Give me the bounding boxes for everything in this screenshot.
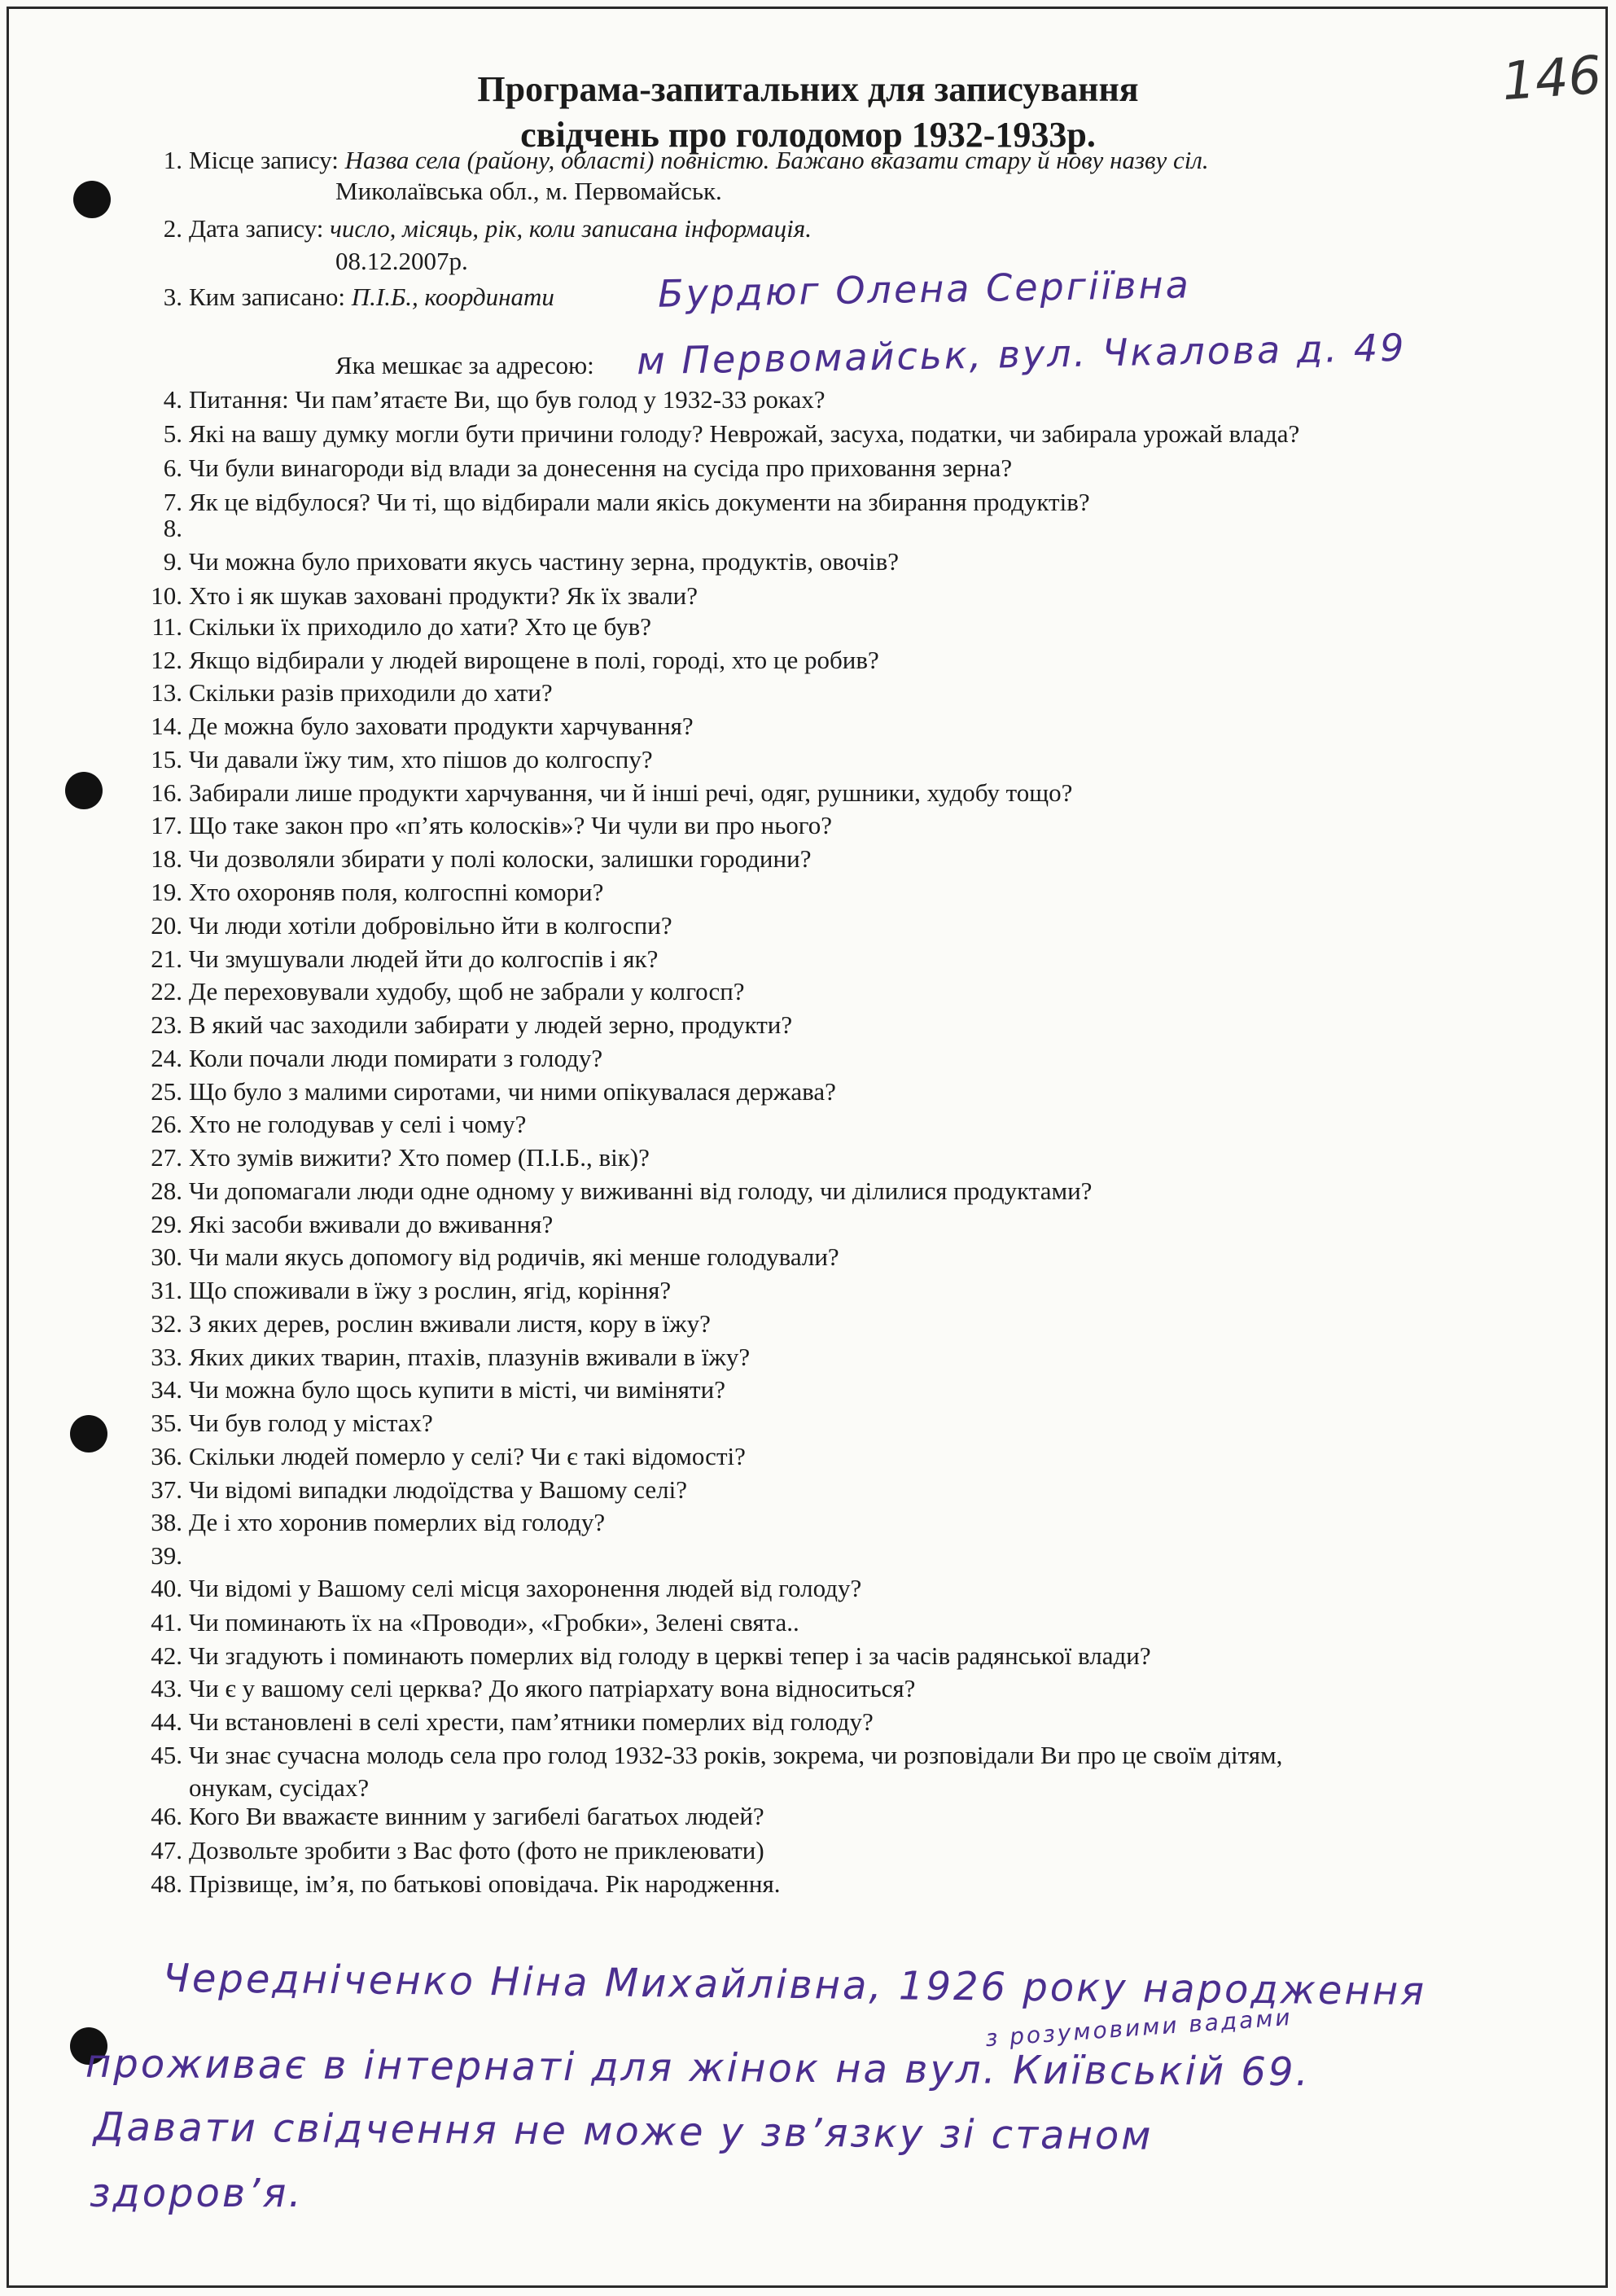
question-number: 45. bbox=[151, 1741, 182, 1769]
question-text: Чи давали їжу тим, хто пішов до колгоспу? bbox=[189, 745, 653, 773]
question-text: Дозвольте зробити з Вас фото (фото не приклеювати) bbox=[189, 1836, 764, 1864]
question-number: 17. bbox=[151, 811, 182, 839]
punch-hole bbox=[70, 1415, 107, 1453]
question-text: Чи мали якусь допомогу від родичів, які менше голодували? bbox=[189, 1242, 839, 1271]
question-text: Хто не голодував у селі і чому? bbox=[189, 1110, 527, 1138]
question-label: Ким записано: bbox=[189, 283, 346, 311]
question-number: 8. bbox=[163, 514, 182, 542]
question-text: Кого Ви вважаєте винним у загибелі багатьох людей? bbox=[189, 1802, 764, 1830]
question-text: Яких диких тварин, птахів, плазунів вживали в їжу? bbox=[189, 1343, 751, 1371]
title-line-1: Програма-запитальних для записування bbox=[477, 69, 1139, 109]
question-number: 31. bbox=[151, 1276, 182, 1304]
address-label: Яка мешкає за адресою: bbox=[335, 351, 594, 379]
answer-date: 08.12.2007р. bbox=[335, 247, 468, 275]
question-text: З яких дерев, рослин вживали листя, кору в їжу? bbox=[189, 1309, 711, 1338]
question-text: Чи люди хотіли добровільно йти в колгоспи? bbox=[189, 911, 672, 940]
question-number: 25. bbox=[151, 1077, 182, 1106]
question-label: Місце запису: bbox=[189, 146, 339, 174]
question-number: 12. bbox=[151, 646, 182, 674]
punch-hole bbox=[65, 772, 103, 809]
question-number: 4. bbox=[163, 385, 182, 414]
question-number: 21. bbox=[151, 944, 182, 973]
question-number: 42. bbox=[151, 1641, 182, 1670]
question-text: Хто охороняв поля, колгоспні комори? bbox=[189, 878, 604, 906]
question-text: Де можна було заховати продукти харчування? bbox=[189, 712, 694, 740]
question-text: Чи дозволяли збирати у полі колоски, залишки городини? bbox=[189, 844, 812, 873]
question-number: 28. bbox=[151, 1176, 182, 1205]
question-text: Скільки разів приходили до хати? bbox=[189, 678, 553, 707]
handwritten-insertion: з розумовими вадами bbox=[984, 2003, 1294, 2053]
question-hint: Назва села (району, області) повністю. Бажано вказати стару й нову назву сіл. bbox=[344, 146, 1209, 174]
question-text: Як це відбулося? Чи ті, що відбирали мали якісь документи на збирання продуктів? bbox=[189, 488, 1090, 516]
question-text: Що було з малими сиротами, чи ними опікувалася держава? bbox=[189, 1077, 836, 1106]
question-number: 29. bbox=[151, 1210, 182, 1238]
question-number: 38. bbox=[151, 1508, 182, 1536]
question-text: Прізвище, ім’я, по батькові оповідача. Рік народження. bbox=[189, 1869, 781, 1898]
question-number: 32. bbox=[151, 1309, 182, 1338]
question-text bbox=[189, 282, 554, 313]
question-text: Чи поминають їх на «Проводи», «Гробки», Зелені свята.. bbox=[189, 1608, 799, 1637]
question-number: 13. bbox=[151, 678, 182, 707]
question-text: Які засоби вживали до вживання? bbox=[189, 1210, 554, 1238]
question-text: Чи є у вашому селі церква? До якого патріархату вона відноситься? bbox=[189, 1674, 916, 1702]
question-text: Хто і як шукав заховані продукти? Як їх звали? bbox=[189, 581, 699, 610]
question-hint: число, місяць, рік, коли записана інформація. bbox=[330, 214, 812, 243]
handwritten-narrator-residence: проживає в інтернаті для жінок на вул. Київській 69. bbox=[85, 2040, 1311, 2096]
question-text: онукам, сусідах? bbox=[189, 1773, 370, 1802]
question-number: 48. bbox=[151, 1869, 182, 1898]
question-text: Чи був голод у містах? bbox=[189, 1409, 433, 1437]
question-number: 14. bbox=[151, 712, 182, 740]
question-text: Що споживали в їжу з рослин, ягід, коріння? bbox=[189, 1276, 672, 1304]
question-number: 36. bbox=[151, 1442, 182, 1470]
title-line-2: свідчень про голодомор 1932-1933р. bbox=[520, 115, 1096, 155]
question-text: Чи відомі випадки людоїдства у Вашому селі? bbox=[189, 1475, 687, 1504]
answer-place: Миколаївська обл., м. Первомайськ. bbox=[335, 177, 722, 205]
question-number: 1. bbox=[163, 146, 182, 174]
question-text: Чи встановлені в селі хрести, пам’ятники померлих від голоду? bbox=[189, 1707, 874, 1736]
question-number: 33. bbox=[151, 1343, 182, 1371]
question-number: 3. bbox=[163, 283, 182, 311]
question-text: Які на вашу думку могли бути причини голоду? Неврожай, засуха, податки, чи забирала урожай влада? bbox=[189, 419, 1300, 448]
question-number: 37. bbox=[151, 1475, 182, 1504]
question-number: 5. bbox=[163, 419, 182, 448]
question-text: Скільки їх приходило до хати? Хто це був? bbox=[189, 612, 651, 641]
question-text: Чи допомагали люди одне одному у виживанні від голоду, чи ділилися продуктами? bbox=[189, 1176, 1093, 1205]
question-text: В який час заходили забирати у людей зерно, продукти? bbox=[189, 1010, 793, 1039]
question-text: Чи відомі у Вашому селі місця захоронення людей від голоду? bbox=[189, 1574, 862, 1602]
question-number: 18. bbox=[151, 844, 182, 873]
question-number: 47. bbox=[151, 1836, 182, 1864]
handwritten-narrator-status: Давати свідчення не може у зв’язку зі станом bbox=[93, 2104, 1154, 2159]
question-text: Чи знає сучасна молодь села про голод 1932-33 років, зокрема, чи розповідали Ви про це своїм дітям, bbox=[189, 1741, 1283, 1769]
question-hint: П.І.Б., координати bbox=[351, 283, 554, 311]
question-number: 9. bbox=[163, 547, 182, 576]
question-number: 26. bbox=[151, 1110, 182, 1138]
question-label: Дата запису: bbox=[189, 214, 324, 243]
question-text: Хто зумів вижити? Хто помер (П.І.Б., вік)? bbox=[189, 1143, 650, 1172]
question-text: Скільки людей померло у селі? Чи є такі відомості? bbox=[189, 1442, 746, 1470]
question-text: Коли почали люди помирати з голоду? bbox=[189, 1044, 603, 1072]
question-number: 41. bbox=[151, 1608, 182, 1637]
question-text: Забирали лише продукти харчування, чи й інші речі, одяг, рушники, худобу тощо? bbox=[189, 778, 1073, 807]
question-number: 44. bbox=[151, 1707, 182, 1736]
question-number: 2. bbox=[163, 214, 182, 243]
question-text: Чи згадують і поминають померлих від голоду в церкві тепер і за часів радянської влади? bbox=[189, 1641, 1151, 1670]
question-number: 34. bbox=[151, 1375, 182, 1404]
question-number: 24. bbox=[151, 1044, 182, 1072]
question-text: Де переховували худобу, щоб не забрали у колгосп? bbox=[189, 977, 745, 1006]
handwritten-recorder-address: м Первомайськ, вул. Чкалова д. 49 bbox=[636, 325, 1407, 383]
question-text: Що таке закон про «п’ять колосків»? Чи чули ви про нього? bbox=[189, 811, 832, 839]
question-number: 40. bbox=[151, 1574, 182, 1602]
question-text: Чи були винагороди від влади за донесення на сусіда про приховання зерна? bbox=[189, 454, 1013, 482]
question-number: 19. bbox=[151, 878, 182, 906]
question-number: 23. bbox=[151, 1010, 182, 1039]
question-number: 35. bbox=[151, 1409, 182, 1437]
question-number: 46. bbox=[151, 1802, 182, 1830]
question-number: 39. bbox=[151, 1541, 182, 1570]
question-text bbox=[189, 213, 812, 244]
handwritten-narrator-status-end: здоров’я. bbox=[90, 2171, 304, 2216]
question-number: 30. bbox=[151, 1242, 182, 1271]
question-text: Чи можна було щось купити в місті, чи виміняти? bbox=[189, 1375, 725, 1404]
question-number: 11. bbox=[151, 612, 182, 641]
question-text: Чи можна було приховати якусь частину зерна, продуктів, овочів? bbox=[189, 547, 899, 576]
question-text bbox=[189, 145, 1209, 176]
question-number: 7. bbox=[163, 488, 182, 516]
archive-page-number: 146 bbox=[1500, 45, 1604, 113]
question-text: Де і хто хоронив померлих від голоду? bbox=[189, 1508, 606, 1536]
question-text: Чи змушували людей йти до колгоспів і як? bbox=[189, 944, 659, 973]
question-number: 15. bbox=[151, 745, 182, 773]
question-number: 10. bbox=[151, 581, 182, 610]
question-number: 27. bbox=[151, 1143, 182, 1172]
question-number: 16. bbox=[151, 778, 182, 807]
question-text: Якщо відбирали у людей вирощене в полі, городі, хто це робив? bbox=[189, 646, 879, 674]
question-number: 20. bbox=[151, 911, 182, 940]
punch-hole bbox=[73, 181, 111, 218]
handwritten-recorder-name: Бурдюг Олена Сергіївна bbox=[657, 262, 1192, 316]
question-text: Питання: Чи пам’ятаєте Ви, що був голод у 1932-33 роках? bbox=[189, 385, 826, 414]
question-number: 22. bbox=[151, 977, 182, 1006]
handwritten-narrator-name: Чередніченко Ніна Михайлівна, 1926 року народження bbox=[162, 1955, 1427, 2015]
question-number: 6. bbox=[163, 454, 182, 482]
question-number: 43. bbox=[151, 1674, 182, 1702]
